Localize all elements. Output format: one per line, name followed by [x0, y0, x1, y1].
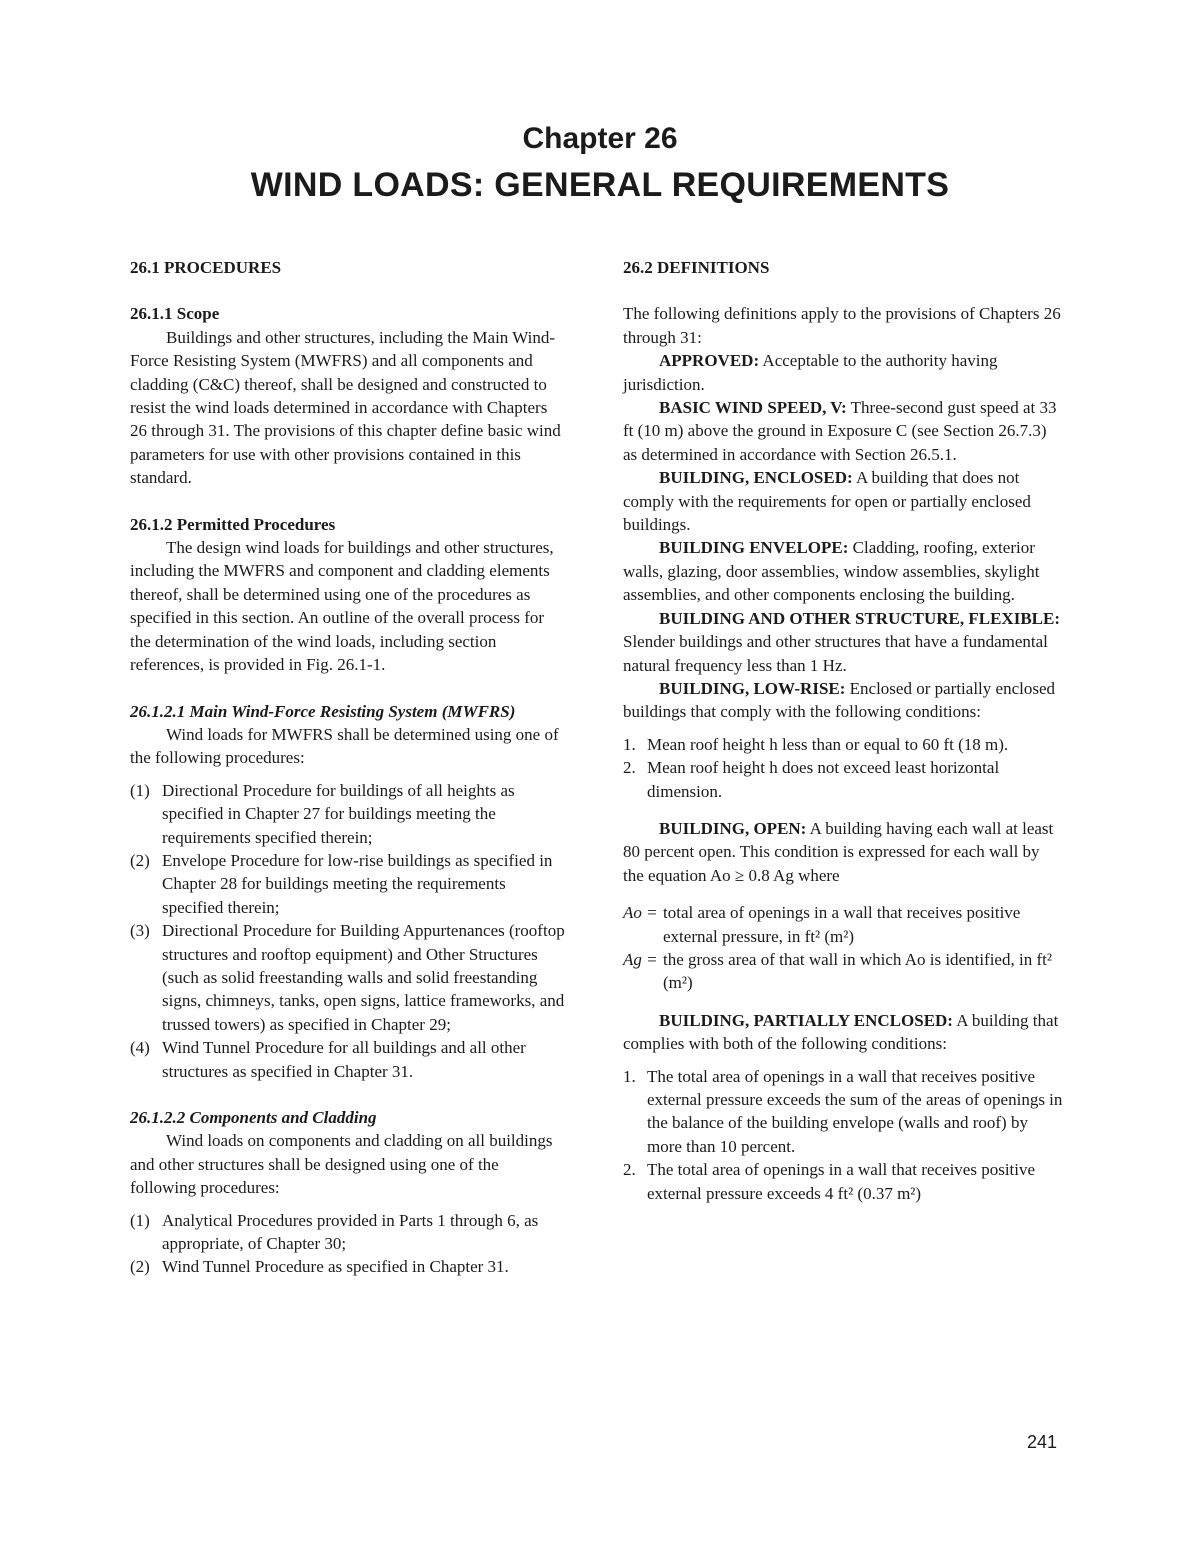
definition-term: BUILDING AND OTHER STRUCTURE, FLEXIBLE: — [659, 608, 1060, 628]
right-column — [623, 256, 1063, 1205]
definition-approved — [623, 349, 1063, 396]
list-item-number: 1. — [623, 1066, 636, 1086]
section-26-1-2-2-heading: 26.1.2.2 Components and Cladding — [130, 1108, 377, 1127]
list-item — [130, 919, 568, 1036]
list-item — [623, 1158, 1063, 1205]
symbol-text: total area of openings in a wall that receives positive external pressure, in ft² (m²) — [663, 903, 1021, 946]
list-item-text: Mean roof height h does not exceed least horizontal dimension. — [647, 758, 1000, 801]
definition-text: Three-second gust speed at 33 ft (10 m) above the ground in Exposure C (see Section 26.7.3) as determined in accordance with Section 26.5.1. — [623, 398, 1057, 464]
partially-enclosed-list — [623, 1065, 1063, 1205]
list-item-number: 2. — [623, 758, 636, 778]
cc-list — [130, 1209, 568, 1279]
symbol-text: the gross area of that wall in which Ao is identified, in ft² (m²) — [663, 949, 1052, 993]
definition-building-enclosed — [623, 466, 1063, 536]
definitions-intro: The following definitions apply to the provisions of Chapters 26 through 31: — [623, 304, 1061, 347]
left-column — [130, 256, 568, 1279]
list-item-text: The total area of openings in a wall that receives positive external pressure exceeds 4 ft² (0.37 m²) — [647, 1160, 1036, 1203]
symbol-label: Ao = — [623, 903, 658, 923]
list-item — [130, 779, 568, 849]
list-item-text: The total area of openings in a wall that receives positive external pressure exceeds the sum of the areas of openings in the balance of the building envelope (walls and roof) by more than 10 percent. — [647, 1066, 1063, 1156]
page-number: 241 — [1026, 1432, 1057, 1452]
list-item-text: Wind Tunnel Procedure as specified in Chapter 31. — [162, 1257, 509, 1277]
definition-text: Cladding, roofing, exterior walls, glazing, door assemblies, window assemblies, skylight assemblies, and other components enclosing the building. — [623, 538, 1040, 605]
section-26-1-2-heading: 26.1.2 Permitted Procedures — [130, 514, 336, 534]
definition-building-open — [623, 817, 1063, 887]
scope-text: Buildings and other structures, including the Main Wind-Force Resisting System (MWFRS) and all components and cladding (C&C) thereof, shall be designed and constructed to resist the wind loads determined in accordance with Chapters 26 through 31. The provisions of this chapter define basic wind parameters for use with other provisions contained in this standard. — [130, 327, 561, 488]
definition-text: A building that complies with both of the following conditions: — [623, 1010, 1059, 1054]
list-item — [130, 1209, 568, 1256]
definition-text: A building that does not comply with the requirements for open or partially enclosed buildings. — [623, 468, 1031, 535]
symbol-ag — [623, 948, 1063, 995]
list-item-number: 1. — [623, 734, 636, 754]
definition-term: BUILDING, ENCLOSED: — [659, 468, 853, 488]
definition-low-rise — [623, 677, 1063, 724]
definition-text: Slender buildings and other structures that have a fundamental natural frequency less than 1 Hz. — [623, 632, 1048, 675]
section-26-1-2-1-heading: 26.1.2.1 Main Wind-Force Resisting System (MWFRS) — [130, 701, 516, 721]
list-item-text: Wind Tunnel Procedure for all buildings and all other structures as specified in Chapter 31. — [162, 1038, 526, 1081]
definition-term: BUILDING, LOW-RISE: — [659, 678, 846, 698]
symbol-ao — [623, 901, 1063, 948]
list-item-text: Directional Procedure for Building Appurtenances (rooftop structures and rooftop equipment) and Other Structures (such as solid freestanding walls and solid freestanding signs, chimneys, tanks, open signs, lattice frameworks, and trussed towers) as specified in Chapter 29; — [162, 921, 565, 1034]
definition-flexible — [623, 607, 1063, 677]
definition-basic-wind-speed — [623, 396, 1063, 466]
permitted-procedures-text: The design wind loads for buildings and other structures, including the MWFRS and component and cladding elements thereof, shall be determined using one of the procedures as specified in this section. An outline of the overall process for the determination of the wind loads, including section references, is provided in Fig. 26.1-1. — [130, 538, 554, 675]
list-item — [130, 1255, 568, 1278]
list-item-text: Directional Procedure for buildings of all heights as specified in Chapter 27 for buildings meeting the requirements specified therein; — [162, 780, 515, 847]
list-item — [130, 849, 568, 919]
section-26-1-1-heading: 26.1.1 Scope — [130, 304, 220, 324]
chapter-label: Chapter 26 — [522, 122, 678, 155]
definition-term: BUILDING ENVELOPE: — [659, 538, 849, 558]
definition-text: Acceptable to the authority having jurisdiction. — [623, 351, 998, 394]
list-item-number: (3) — [130, 921, 150, 941]
list-item-text: Envelope Procedure for low-rise buildings as specified in Chapter 28 for buildings meeting the requirements specified therein; — [162, 850, 553, 917]
list-item-number: (1) — [130, 1210, 150, 1230]
definition-term: BASIC WIND SPEED, V: — [659, 398, 847, 418]
list-item-text: Mean roof height h less than or equal to 60 ft (18 m). — [647, 734, 1009, 754]
definition-partially-enclosed — [623, 1009, 1063, 1056]
list-item-number: (4) — [130, 1038, 150, 1058]
components-cladding-text: Wind loads on components and cladding on all buildings and other structures shall be designed using one of the following procedures: — [130, 1131, 553, 1198]
list-item-number: (1) — [130, 780, 150, 800]
section-26-1-heading: 26.1 PROCEDURES — [130, 258, 282, 277]
symbol-label: Ag = — [623, 949, 658, 969]
section-26-2-heading: 26.2 DEFINITIONS — [623, 258, 770, 277]
definition-term: APPROVED: — [659, 351, 760, 371]
list-item — [130, 1036, 568, 1083]
list-item — [623, 1065, 1063, 1159]
definition-building-envelope — [623, 536, 1063, 606]
list-item — [623, 733, 1063, 756]
list-item-text: Analytical Procedures provided in Parts 1 through 6, as appropriate, of Chapter 30; — [162, 1210, 539, 1254]
list-item-number: (2) — [130, 850, 150, 870]
definition-text: Enclosed or partially enclosed buildings that comply with the following conditions: — [623, 678, 1056, 722]
list-item-number: 2. — [623, 1160, 636, 1180]
low-rise-list — [623, 733, 1063, 803]
list-item-number: (2) — [130, 1257, 150, 1277]
list-item — [623, 756, 1063, 803]
definition-term: BUILDING, OPEN: — [659, 818, 807, 838]
mwfrs-text: Wind loads for MWFRS shall be determined using one of the following procedures: — [130, 724, 559, 768]
chapter-title: WIND LOADS: GENERAL REQUIREMENTS — [250, 166, 950, 204]
definition-term: BUILDING, PARTIALLY ENCLOSED: — [659, 1010, 953, 1030]
mwfrs-list — [130, 779, 568, 1083]
definition-text: A building having each wall at least 80 percent open. This condition is expressed for each wall by the equation Ao ≥ 0.8 Ag where — [623, 818, 1054, 885]
